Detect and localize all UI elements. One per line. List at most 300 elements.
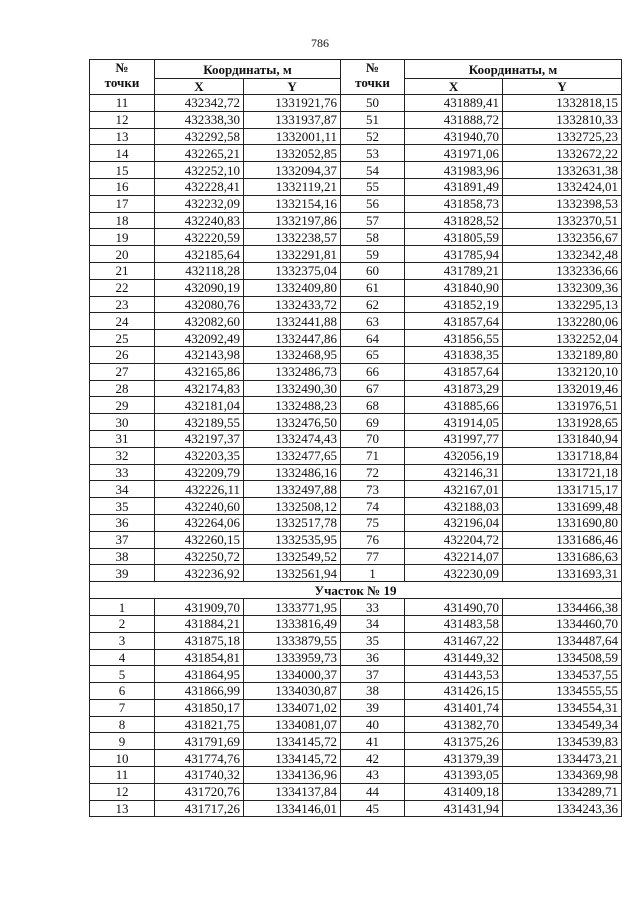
cell-y-right: 1332120,10 [503,363,622,380]
table-row [90,363,622,380]
cell-x-right: 431889,41 [405,95,503,112]
cell-x-right: 431983,96 [405,162,503,179]
cell-point-number-right: 77 [341,548,405,565]
cell-point-number-left: 21 [90,262,155,279]
cell-y-right: 1334555,55 [503,683,622,700]
header-point-number-right [341,60,405,95]
cell-y-right: 1332672,22 [503,145,622,162]
cell-x-left: 432082,60 [155,313,244,330]
cell-x-left: 432250,72 [155,548,244,565]
cell-point-number-right: 69 [341,414,405,431]
cell-point-number-right: 56 [341,195,405,212]
cell-y-right: 1332342,48 [503,246,622,263]
cell-y-left: 1332490,30 [244,380,341,397]
cell-y-right: 1334289,71 [503,783,622,800]
cell-x-left: 432174,83 [155,380,244,397]
cell-point-number-right: 52 [341,128,405,145]
cell-point-number-left: 37 [90,531,155,548]
cell-y-right: 1332189,80 [503,346,622,363]
section-title-row [90,582,622,599]
cell-x-left: 432338,30 [155,111,244,128]
cell-y-right: 1332398,53 [503,195,622,212]
table-row [90,313,622,330]
cell-y-right: 1334369,98 [503,767,622,784]
page-number: 786 [311,36,329,50]
cell-y-left: 1332517,78 [244,514,341,531]
table-row [90,262,622,279]
cell-x-left: 432228,41 [155,178,244,195]
table-row [90,531,622,548]
cell-point-number-left: 8 [90,716,155,733]
cell-x-right: 431467,22 [405,632,503,649]
cell-y-left: 1332197,86 [244,212,341,229]
header-point-number-left [90,60,155,95]
cell-point-number-right: 50 [341,95,405,112]
cell-x-right: 431805,59 [405,229,503,246]
cell-x-left: 432185,64 [155,246,244,263]
cell-x-right: 432196,04 [405,514,503,531]
cell-point-number-left: 6 [90,683,155,700]
table-row [90,246,622,263]
table-row [90,162,622,179]
cell-x-left: 431717,26 [155,800,244,817]
table-row [90,699,622,716]
cell-y-right: 1334466,38 [503,599,622,616]
coordinates-table-body [90,60,622,817]
cell-x-left: 432265,21 [155,145,244,162]
table-row [90,733,622,750]
cell-point-number-left: 28 [90,380,155,397]
table-row [90,481,622,498]
cell-point-number-right: 57 [341,212,405,229]
cell-y-left: 1332375,04 [244,262,341,279]
cell-x-left: 432260,15 [155,531,244,548]
cell-y-right: 1334473,21 [503,750,622,767]
cell-y-left: 1332497,88 [244,481,341,498]
cell-x-right: 431852,19 [405,296,503,313]
table-row [90,195,622,212]
cell-y-right: 1331690,80 [503,514,622,531]
cell-x-right: 431483,58 [405,615,503,632]
cell-y-left: 1332119,21 [244,178,341,195]
header-no-sign: № [115,60,129,75]
cell-x-left: 432232,09 [155,195,244,212]
cell-x-right: 431971,06 [405,145,503,162]
cell-point-number-right: 64 [341,330,405,347]
cell-point-number-left: 38 [90,548,155,565]
cell-x-left: 431774,76 [155,750,244,767]
cell-point-number-left: 13 [90,800,155,817]
cell-x-right: 431914,05 [405,414,503,431]
cell-y-left: 1332238,57 [244,229,341,246]
table-row [90,800,622,817]
table-row [90,447,622,464]
cell-x-right: 431379,39 [405,750,503,767]
cell-point-number-right: 54 [341,162,405,179]
cell-x-right: 431382,70 [405,716,503,733]
cell-x-left: 431791,69 [155,733,244,750]
cell-point-number-left: 34 [90,481,155,498]
cell-x-left: 432240,60 [155,498,244,515]
cell-x-left: 432189,55 [155,414,244,431]
cell-y-right: 1332810,33 [503,111,622,128]
cell-point-number-right: 65 [341,346,405,363]
cell-y-right: 1331715,17 [503,481,622,498]
cell-point-number-left: 32 [90,447,155,464]
cell-point-number-left: 5 [90,666,155,683]
cell-y-right: 1332309,36 [503,279,622,296]
cell-point-number-right: 44 [341,783,405,800]
cell-y-right: 1334487,64 [503,632,622,649]
cell-point-number-left: 24 [90,313,155,330]
cell-x-left: 431850,17 [155,699,244,716]
cell-x-right: 431426,15 [405,683,503,700]
cell-x-right: 431857,64 [405,313,503,330]
cell-point-number-left: 29 [90,397,155,414]
cell-point-number-left: 1 [90,599,155,616]
table-row [90,279,622,296]
cell-x-right: 431401,74 [405,699,503,716]
cell-y-right: 1334508,59 [503,649,622,666]
table-row [90,767,622,784]
cell-x-left: 431866,99 [155,683,244,700]
cell-x-left: 432264,06 [155,514,244,531]
header-y-right: Y [503,79,622,95]
cell-y-right: 1334539,83 [503,733,622,750]
cell-point-number-right: 74 [341,498,405,515]
cell-x-left: 431740,32 [155,767,244,784]
cell-point-number-right: 60 [341,262,405,279]
cell-point-number-right: 55 [341,178,405,195]
table-row [90,212,622,229]
cell-y-left: 1334146,01 [244,800,341,817]
cell-y-right: 1334537,55 [503,666,622,683]
cell-x-right: 431785,94 [405,246,503,263]
table-row [90,632,622,649]
cell-point-number-right: 1 [341,565,405,582]
cell-point-number-left: 22 [90,279,155,296]
cell-x-left: 432203,35 [155,447,244,464]
cell-y-right: 1332295,13 [503,296,622,313]
cell-y-right: 1331686,63 [503,548,622,565]
cell-y-right: 1332356,67 [503,229,622,246]
cell-y-left: 1331921,76 [244,95,341,112]
cell-point-number-right: 35 [341,632,405,649]
cell-y-right: 1334460,70 [503,615,622,632]
cell-x-right: 432167,01 [405,481,503,498]
cell-y-left: 1332447,86 [244,330,341,347]
cell-x-left: 432092,49 [155,330,244,347]
cell-y-right: 1331976,51 [503,397,622,414]
cell-x-left: 432252,10 [155,162,244,179]
cell-y-left: 1332409,80 [244,279,341,296]
table-row [90,548,622,565]
cell-point-number-right: 71 [341,447,405,464]
header-y-left: Y [244,79,341,95]
cell-point-number-left: 11 [90,95,155,112]
cell-y-left: 1332549,52 [244,548,341,565]
header-points-word: точки [104,75,140,90]
table-row [90,683,622,700]
cell-x-right: 431431,94 [405,800,503,817]
cell-x-left: 432226,11 [155,481,244,498]
cell-point-number-left: 2 [90,615,155,632]
cell-y-right: 1332725,23 [503,128,622,145]
cell-y-left: 1333959,73 [244,649,341,666]
cell-y-right: 1334549,34 [503,716,622,733]
cell-point-number-left: 31 [90,430,155,447]
cell-x-left: 432090,19 [155,279,244,296]
cell-y-left: 1333816,49 [244,615,341,632]
cell-y-left: 1334145,72 [244,733,341,750]
table-row [90,615,622,632]
cell-x-right: 432230,09 [405,565,503,582]
cell-x-right: 432214,07 [405,548,503,565]
table-row [90,145,622,162]
cell-point-number-left: 25 [90,330,155,347]
cell-point-number-right: 66 [341,363,405,380]
cell-y-left: 1332441,88 [244,313,341,330]
cell-x-right: 431449,32 [405,649,503,666]
cell-point-number-left: 35 [90,498,155,515]
header-coordinates-left: Координаты, м [155,60,341,79]
cell-point-number-right: 72 [341,464,405,481]
cell-y-left: 1334000,37 [244,666,341,683]
cell-y-right: 1332280,06 [503,313,622,330]
cell-x-right: 431858,73 [405,195,503,212]
cell-x-left: 432220,59 [155,229,244,246]
table-row [90,330,622,347]
coordinates-table [89,59,622,817]
table-row [90,498,622,515]
table-row [90,464,622,481]
cell-y-left: 1332508,12 [244,498,341,515]
cell-y-right: 1331718,84 [503,447,622,464]
cell-point-number-right: 51 [341,111,405,128]
cell-point-number-left: 36 [90,514,155,531]
cell-point-number-left: 18 [90,212,155,229]
cell-x-right: 432188,03 [405,498,503,515]
cell-x-left: 431821,75 [155,716,244,733]
cell-point-number-left: 12 [90,111,155,128]
cell-y-left: 1332433,72 [244,296,341,313]
header-points-word: точки [355,75,390,90]
table-row [90,783,622,800]
table-row [90,397,622,414]
cell-x-right: 431393,05 [405,767,503,784]
cell-point-number-right: 36 [341,649,405,666]
cell-y-right: 1332252,04 [503,330,622,347]
table-row [90,111,622,128]
cell-y-left: 1332001,11 [244,128,341,145]
table-row [90,430,622,447]
cell-x-right: 431997,77 [405,430,503,447]
header-coordinates-right: Координаты, м [405,60,622,79]
cell-x-right: 431789,21 [405,262,503,279]
cell-point-number-right: 67 [341,380,405,397]
cell-y-left: 1332535,95 [244,531,341,548]
cell-y-left: 1334071,02 [244,699,341,716]
cell-y-right: 1331840,94 [503,430,622,447]
cell-x-left: 432118,28 [155,262,244,279]
table-row [90,380,622,397]
cell-y-right: 1332631,38 [503,162,622,179]
cell-y-right: 1331721,18 [503,464,622,481]
cell-point-number-right: 40 [341,716,405,733]
cell-x-right: 432146,31 [405,464,503,481]
cell-point-number-right: 62 [341,296,405,313]
cell-point-number-right: 33 [341,599,405,616]
cell-point-number-left: 14 [90,145,155,162]
cell-point-number-right: 75 [341,514,405,531]
cell-y-left: 1333771,95 [244,599,341,616]
cell-y-left: 1334137,84 [244,783,341,800]
cell-x-right: 431888,72 [405,111,503,128]
cell-x-right: 431891,49 [405,178,503,195]
cell-point-number-left: 33 [90,464,155,481]
table-row [90,414,622,431]
cell-x-left: 432236,92 [155,565,244,582]
cell-point-number-left: 13 [90,128,155,145]
cell-point-number-left: 10 [90,750,155,767]
table-row [90,346,622,363]
cell-x-left: 431854,81 [155,649,244,666]
cell-y-left: 1332561,94 [244,565,341,582]
cell-point-number-right: 39 [341,699,405,716]
cell-x-right: 431857,64 [405,363,503,380]
cell-y-left: 1332486,16 [244,464,341,481]
cell-y-left: 1332477,65 [244,447,341,464]
cell-point-number-left: 30 [90,414,155,431]
table-row [90,178,622,195]
cell-y-left: 1332154,16 [244,195,341,212]
table-row [90,95,622,112]
cell-x-right: 431873,29 [405,380,503,397]
cell-point-number-left: 15 [90,162,155,179]
cell-x-left: 431909,70 [155,599,244,616]
cell-y-left: 1332488,23 [244,397,341,414]
cell-y-right: 1331686,46 [503,531,622,548]
cell-x-right: 431490,70 [405,599,503,616]
cell-x-right: 431840,90 [405,279,503,296]
cell-point-number-left: 7 [90,699,155,716]
cell-x-left: 431875,18 [155,632,244,649]
cell-y-left: 1333879,55 [244,632,341,649]
cell-y-left: 1334136,96 [244,767,341,784]
cell-point-number-right: 38 [341,683,405,700]
table-row [90,666,622,683]
table-row [90,514,622,531]
cell-point-number-left: 26 [90,346,155,363]
table-row [90,128,622,145]
cell-y-right: 1332019,46 [503,380,622,397]
cell-x-left: 432143,98 [155,346,244,363]
cell-x-left: 432181,04 [155,397,244,414]
cell-y-right: 1331928,65 [503,414,622,431]
cell-x-left: 432197,37 [155,430,244,447]
cell-y-right: 1332370,51 [503,212,622,229]
cell-y-left: 1332486,73 [244,363,341,380]
cell-point-number-right: 63 [341,313,405,330]
cell-y-left: 1332291,81 [244,246,341,263]
cell-point-number-left: 39 [90,565,155,582]
cell-x-right: 432056,19 [405,447,503,464]
cell-x-right: 431409,18 [405,783,503,800]
cell-x-right: 432204,72 [405,531,503,548]
cell-y-left: 1332474,43 [244,430,341,447]
cell-y-right: 1334243,36 [503,800,622,817]
table-row [90,229,622,246]
cell-point-number-left: 4 [90,649,155,666]
cell-y-left: 1334081,07 [244,716,341,733]
table-row [90,565,622,582]
table-row [90,296,622,313]
cell-point-number-right: 53 [341,145,405,162]
cell-x-right: 431375,26 [405,733,503,750]
header-x-left: X [155,79,244,95]
cell-x-right: 431940,70 [405,128,503,145]
cell-point-number-left: 27 [90,363,155,380]
cell-x-right: 431443,53 [405,666,503,683]
cell-point-number-right: 59 [341,246,405,263]
cell-point-number-right: 76 [341,531,405,548]
cell-point-number-right: 37 [341,666,405,683]
cell-point-number-right: 73 [341,481,405,498]
cell-y-left: 1332476,50 [244,414,341,431]
header-row-1 [90,60,622,79]
table-row [90,750,622,767]
cell-x-left: 432292,58 [155,128,244,145]
cell-x-right: 431856,55 [405,330,503,347]
table-row [90,599,622,616]
cell-x-right: 431838,35 [405,346,503,363]
cell-x-left: 432080,76 [155,296,244,313]
cell-point-number-left: 17 [90,195,155,212]
cell-point-number-right: 61 [341,279,405,296]
cell-point-number-left: 19 [90,229,155,246]
table-row [90,649,622,666]
cell-y-left: 1332052,85 [244,145,341,162]
cell-point-number-right: 70 [341,430,405,447]
table-row [90,716,622,733]
cell-x-left: 431864,95 [155,666,244,683]
cell-y-right: 1331699,48 [503,498,622,515]
cell-y-left: 1331937,87 [244,111,341,128]
cell-x-left: 432342,72 [155,95,244,112]
cell-x-right: 431885,66 [405,397,503,414]
header-no-sign: № [365,60,380,75]
cell-y-right: 1331693,31 [503,565,622,582]
section-title: Участок № 19 [90,582,622,599]
cell-point-number-left: 3 [90,632,155,649]
cell-point-number-left: 23 [90,296,155,313]
cell-x-left: 432240,83 [155,212,244,229]
cell-y-right: 1334554,31 [503,699,622,716]
cell-x-left: 432209,79 [155,464,244,481]
cell-point-number-right: 45 [341,800,405,817]
cell-y-left: 1332468,95 [244,346,341,363]
cell-point-number-right: 42 [341,750,405,767]
cell-x-left: 431720,76 [155,783,244,800]
cell-x-left: 431884,21 [155,615,244,632]
cell-point-number-right: 68 [341,397,405,414]
cell-point-number-left: 20 [90,246,155,263]
cell-point-number-right: 58 [341,229,405,246]
cell-point-number-left: 16 [90,178,155,195]
cell-point-number-right: 34 [341,615,405,632]
cell-x-left: 432165,86 [155,363,244,380]
cell-y-right: 1332818,15 [503,95,622,112]
